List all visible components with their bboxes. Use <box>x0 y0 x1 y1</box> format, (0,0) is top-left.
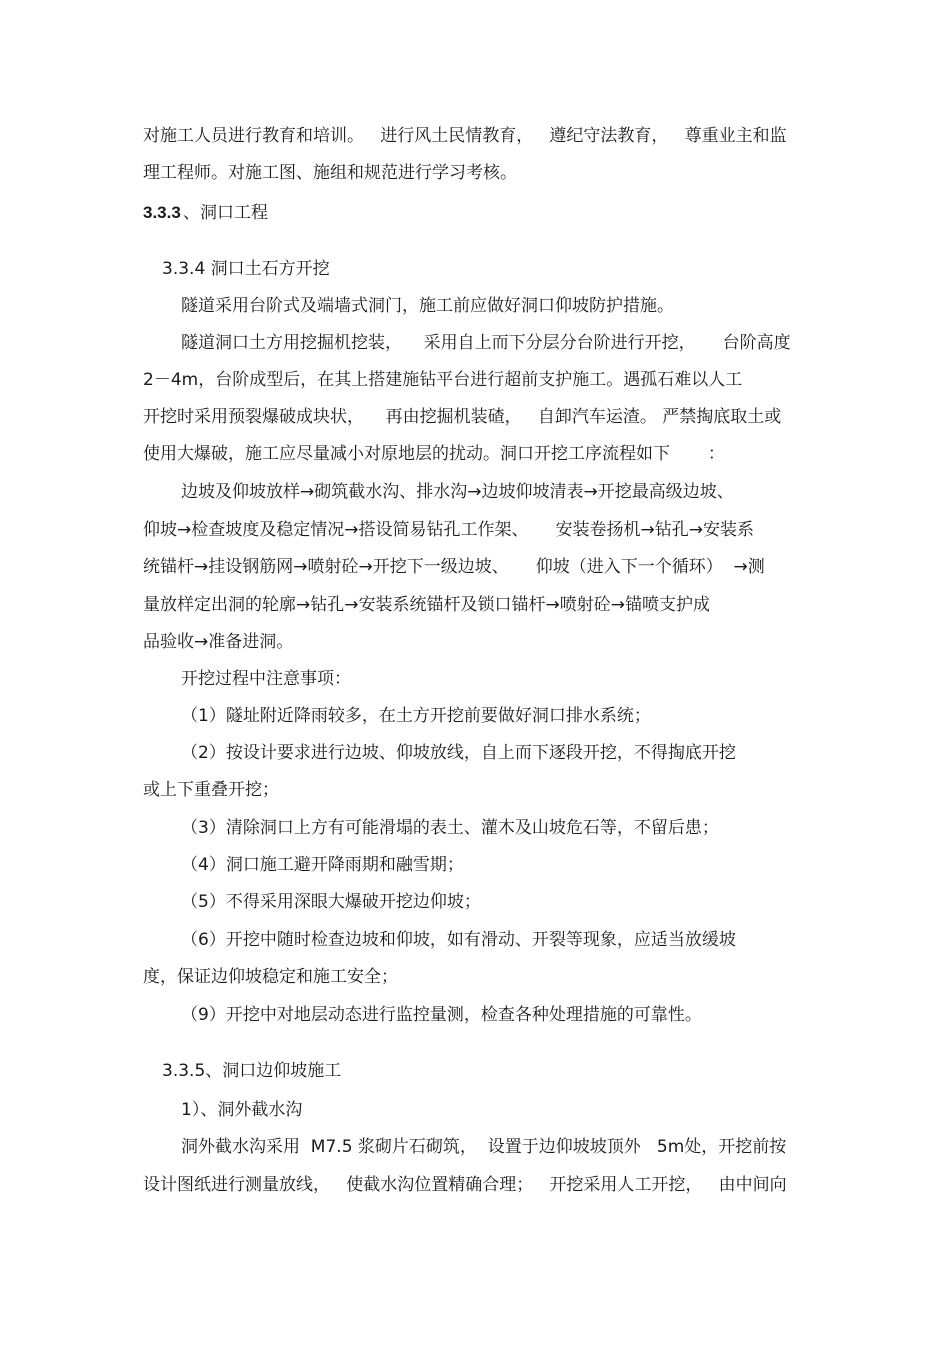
list-item: （4）洞口施工避开降雨期和融雪期； <box>181 855 464 875</box>
text-line: 品验收→准备进洞。 <box>143 632 294 652</box>
text-line: 2－4m，台阶成型后，在其上搭建施钻平台进行超前支护施工。遇孤石难以人工 <box>143 370 743 390</box>
list-item: （5）不得采用深眼大爆破开挖边仰坡； <box>181 892 481 912</box>
section-title: 、洞口工程 <box>183 203 268 223</box>
section-number: 3.3.3 <box>143 203 181 222</box>
text-line: 或上下重叠开挖； <box>143 780 279 800</box>
text-line: 洞外截水沟采用 M7.5 浆砌片石砌筑， 设置于边仰坡坡顶外 5m处，开挖前按 <box>181 1137 787 1157</box>
text-line: 仰坡→检查坡度及稳定情况→搭设简易钻孔工作架、 安装卷扬机→钻孔→安装系 <box>143 520 754 540</box>
text-line: 使用大爆破，施工应尽量减小对原地层的扰动。洞口开挖工序流程如下 ： <box>143 444 725 464</box>
text-line: 对施工人员进行教育和培训。 进行风土民情教育， 遵纪守法教育， 尊重业主和监 <box>143 126 787 146</box>
text-line: 边坡及仰坡放样→砌筑截水沟、排水沟→边坡仰坡清表→开挖最高级边坡、 <box>181 482 734 502</box>
text-line: 隧道洞口土方用挖掘机挖装， 采用自上而下分层分台阶进行开挖， 台阶高度 <box>181 333 791 353</box>
subsection-heading: 3.3.5、洞口边仰坡施工 <box>162 1061 342 1081</box>
list-item: （2）按设计要求进行边坡、仰坡放线，自上而下逐段开挖，不得掏底开挖 <box>181 743 736 763</box>
subsection-heading: 3.3.4 洞口土石方开挖 <box>162 259 330 279</box>
text-line: 量放样定出洞的轮廓→钻孔→安装系统锚杆及锁口锚杆→喷射砼→锚喷支护成 <box>143 595 710 615</box>
list-item: （3）清除洞口上方有可能滑塌的表土、灌木及山坡危石等，不留后患； <box>181 818 719 838</box>
text-line: 开挖时采用预裂爆破成块状， 再由挖掘机装碴， 自卸汽车运渣。 严禁掏底取土或 <box>143 407 782 427</box>
text-line: 理工程师。对施工图、施组和规范进行学习考核。 <box>143 163 517 183</box>
text-line: 设计图纸进行测量放线， 使截水沟位置精确合理； 开挖采用人工开挖， 由中间向 <box>143 1175 787 1195</box>
text-line: 统锚杆→挂设钢筋网→喷射砼→开挖下一级边坡、 仰坡（进入下一个循环） →测 <box>143 557 765 577</box>
text-line: 1）、洞外截水沟 <box>181 1100 303 1120</box>
text-line: 隧道采用台阶式及端墙式洞门，施工前应做好洞口仰坡防护措施。 <box>181 296 674 316</box>
list-item: （6）开挖中随时检查边坡和仰坡，如有滑动、开裂等现象，应适当放缓坡 <box>181 930 736 950</box>
list-item: （1）隧址附近降雨较多，在土方开挖前要做好洞口排水系统； <box>181 706 651 726</box>
text-line: 度，保证边仰坡稳定和施工安全； <box>143 967 398 987</box>
text-line: 开挖过程中注意事项： <box>181 669 351 689</box>
list-item: （9）开挖中对地层动态进行监控量测，检查各种处理措施的可靠性。 <box>181 1005 702 1025</box>
